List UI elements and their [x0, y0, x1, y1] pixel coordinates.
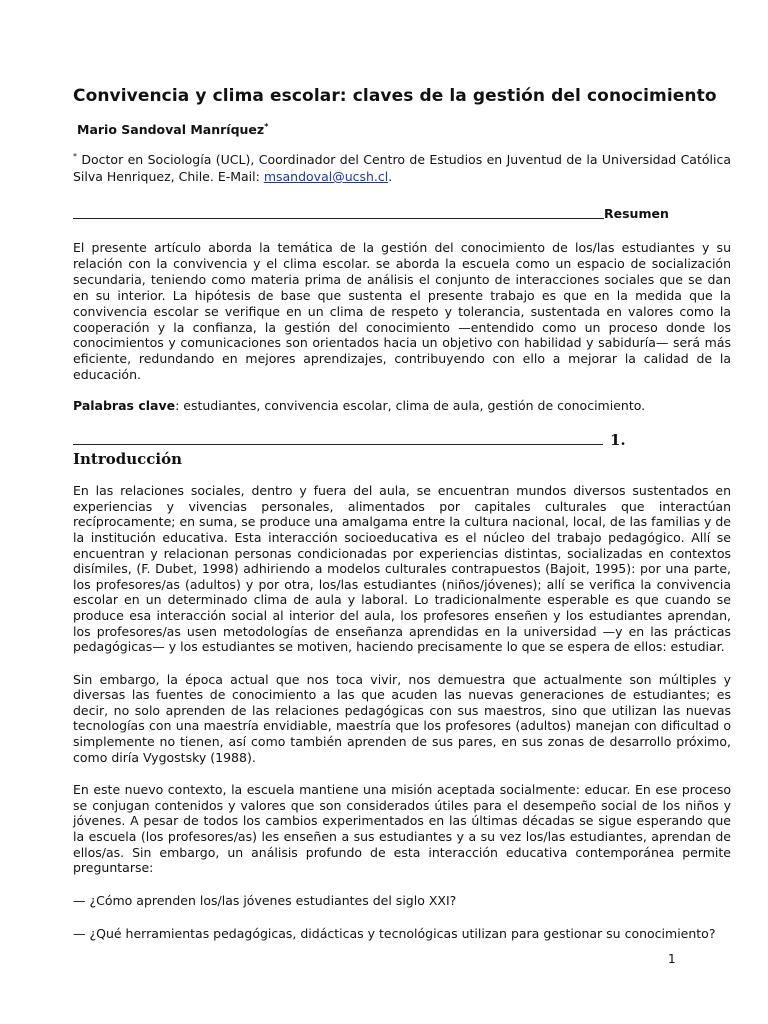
abstract-heading: Resumen [604, 206, 669, 221]
page-number: 1 [668, 952, 676, 966]
author-footnote-mark: * [264, 121, 269, 131]
section-title: Introducción [73, 450, 183, 469]
body-paragraph: En este nuevo contexto, la escuela mantiene una misión aceptada socialmente: educar. En ese proceso se conjugan contenidos y valores que son considerados útiles para el desempeño social de los niños y jóvenes. A pesar de todos los cambios experimentados en las últimas décadas se sigue esperando que la escuela (los profesores/as) les enseñen a sus estudiantes y a su vez los/las estudiantes, aprendan de ellos/as. Sin embargo, un análisis profundo de esta interacción educativa contemporánea permite preguntarse: [73, 782, 731, 876]
email-link[interactable]: msandoval@ucsh.cl [263, 169, 389, 184]
question-item: — ¿Qué herramientas pedagógicas, didácticas y tecnológicas utilizan para gestionar su conocimiento? [73, 925, 716, 941]
affiliation-mark: * [73, 151, 77, 161]
question-item: — ¿Cómo aprenden los/las jóvenes estudiantes del siglo XXI? [73, 892, 457, 908]
body-paragraph: En las relaciones sociales, dentro y fuera del aula, se encuentran mundos diversos sustentados en experiencias y vivencias personales, alimentados por capitales culturales que interactúan recíprocamente; en suma, se produce una amalgama entre la cultura nacional, local, de las familias y de la institución educativa. Esta interacción socioeducativa es el núcleo del trabajo pedagógico. Allí se encuentran y relacionan personas condicionadas por experiencias distintas, socializadas en contextos disímiles, (F. Dubet, 1998) adhiriendo a modelos culturales contrapuestos (Bajoit, 1995): por una parte, los profesores/as (adultos) y por otra, los/las estudiantes (niños/jóvenes); allí se verifica la convivencia escolar en un determinado clima de aula y laboral. Lo tradicionalmente esperable es que cuando se produce esa interacción social al interior del aula, los profesores enseñen y los estudiantes aprendan, los profesores/as usen metodologías de enseñanza aprendidas en la universidad —y en las prácticas pedagógicas— y los estudiantes se motiven, haciendo precisamente lo que se espera de ellos: estudiar. [73, 483, 731, 655]
section-divider [73, 444, 603, 445]
body-paragraph: Sin embargo, la época actual que nos toca vivir, nos demuestra que actualmente son múltiples y diversas las fuentes de conocimiento a las que acuden las nuevas generaciones de estudiantes; es decir, no solo aprenden de las relaciones pedagógicas con sus maestros, sino que utilizan las nuevas tecnologías con una maestría envidiable, maestría que los profesores (adultos) manejan con dificultad o simplemente no tienen, así como también aprenden de sus pares, en sus zonas de desarrollo próximo, como diría Vygostsky (1988). [73, 671, 731, 765]
author-name: Mario Sandoval Manríquez [77, 122, 265, 137]
section-heading-row [73, 431, 731, 449]
section-number: 1. [610, 431, 626, 450]
keywords-list: : estudiantes, convivencia escolar, clima de aula, gestión de conocimiento. [175, 398, 646, 414]
affiliation-text: Doctor en Sociología (UCL), Coordinador del Centro de Estudios en Juventud de la Universidad Católica Silva Henriquez, Chile. E-Mail: [73, 152, 731, 184]
affiliation-end: . [388, 169, 393, 184]
paper-body [73, 84, 731, 942]
author-line [77, 120, 731, 140]
abstract-text: El presente artículo aborda la temática de la gestión del conocimiento de los/las estudiantes y su relación con la convivencia y el clima escolar. se aborda la escuela como un espacio de socialización secundaria, teniendo como materia prima de análisis el conjunto de interacciones sociales que se dan en su interior. La hipótesis de base que sustenta el presente trabajo es que en la medida que la convivencia escolar se verifique en un clima de respeto y tolerancia, sustentada en valores como la cooperación y la confianza, la gestión del conocimiento —entendido como un proceso donde los conocimientos y comunicaciones son orientados hacia un objetivo con habilidad y sabiduría— será más eficiente, redundando en mejores aprendizajes, contribuyendo con ello a mejorar la calidad de la educación. [73, 240, 731, 383]
keywords-label: Palabras clave [73, 398, 176, 414]
abstract-heading-row [73, 205, 731, 222]
keywords-line [73, 397, 731, 414]
paper-title: Convivencia y clima escolar: claves de la gestión del conocimiento [73, 86, 717, 106]
affiliation-note [73, 151, 731, 185]
abstract-divider [73, 218, 604, 219]
